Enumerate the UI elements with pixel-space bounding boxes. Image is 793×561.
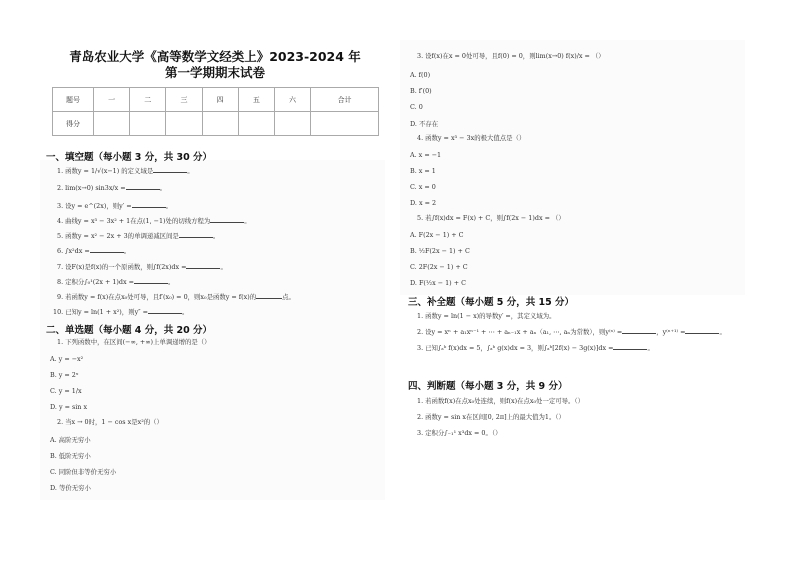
choice-option[interactable]: C. 同阶但非等价无穷小 (50, 468, 117, 476)
score-cell: 五 (238, 88, 274, 112)
fill-question-1: 1. 函数y = 1/√(x−1) 的定义域是 。 (57, 167, 194, 175)
answer-blank[interactable] (153, 166, 187, 173)
completion-question-2: 2. 设y = xⁿ + a₁xⁿ⁻¹ + ⋯ + aₙ₋₁x + aₙ（a₁, ⋯, aₙ为常数），则y⁽ⁿ⁾ = ，y⁽ⁿ⁺¹⁾ = 。 (417, 328, 726, 336)
choice-question-1-stem: 1. 下列函数中，在区间(−∞, +∞)上单调递增的是（） (57, 338, 211, 346)
fill-question-7: 7. 设F(x)是f(x)的一个原函数，则∫f(2x)dx = 。 (57, 263, 227, 271)
answer-blank[interactable] (186, 262, 220, 269)
section-heading-completion: 三、补全题（每小题 5 分，共 15 分） (408, 297, 575, 308)
score-table (52, 87, 379, 136)
score-cell: 二 (130, 88, 166, 112)
score-cell: 合计 (311, 88, 379, 112)
fill-question-6: 6. ∫x²dx = 。 (57, 247, 131, 255)
choice-option[interactable]: B. x = 1 (410, 167, 436, 175)
score-cell: 六 (274, 88, 310, 112)
choice-option[interactable]: B. f′(0) (410, 87, 432, 95)
exam-title-line2: 第一学期期末试卷 (164, 65, 265, 80)
answer-blank[interactable] (132, 201, 166, 208)
answer-blank[interactable] (148, 307, 182, 314)
choice-option[interactable]: B. ½F(2x − 1) + C (410, 247, 470, 255)
score-cell: 四 (202, 88, 238, 112)
score-input-cell[interactable] (274, 112, 310, 136)
true-false-question-3: 3. 定积分∫₋₁¹ x³dx = 0。（） (417, 429, 502, 437)
choice-option[interactable]: D. y = sin x (50, 403, 88, 411)
choice-question-4-stem: 4. 函数y = x³ − 3x的极大值点是（） (417, 134, 526, 142)
score-input-cell[interactable] (238, 112, 274, 136)
answer-blank[interactable] (613, 343, 647, 350)
true-false-question-2: 2. 函数y = sin x在区间[0, 2π]上的最大值为1。（） (417, 413, 565, 421)
section-heading-fill-blank: 一、填空题（每小题 3 分，共 30 分） (46, 152, 213, 163)
answer-blank[interactable] (256, 292, 282, 299)
choice-option[interactable]: A. y = −x² (50, 355, 84, 363)
choice-option[interactable]: C. 2F(2x − 1) + C (410, 263, 468, 271)
answer-blank[interactable] (126, 183, 160, 190)
score-cell: 题号 (53, 88, 94, 112)
choice-option[interactable]: C. y = 1/x (50, 387, 82, 395)
score-input-cell[interactable] (130, 112, 166, 136)
choice-option[interactable]: D. 等价无穷小 (50, 484, 91, 492)
true-false-question-1: 1. 若函数f(x)在点x₀处连续，则f(x)在点x₀处一定可导。（） (417, 397, 584, 405)
answer-blank[interactable] (90, 246, 124, 253)
section-heading-true-false: 四、判断题（每小题 3 分，共 9 分） (408, 381, 568, 392)
score-table-header-row (53, 88, 379, 112)
fill-question-4: 4. 曲线y = x³ − 3x² + 1在点(1, −1)处的切线方程为 。 (57, 217, 251, 225)
choice-option[interactable]: B. 低阶无穷小 (50, 452, 91, 460)
fill-question-8: 8. 定积分∫₀¹(2x + 1)dx = 。 (57, 278, 175, 286)
right-column-shade (400, 40, 745, 295)
fill-question-10: 10. 已知y = ln(1 + x²)，则y″ = 。 (53, 308, 189, 316)
choice-option[interactable]: A. 高阶无穷小 (50, 436, 91, 444)
section-heading-single-choice: 二、单选题（每小题 4 分，共 20 分） (46, 325, 213, 336)
completion-question-3: 3. 已知∫ₐᵇ f(x)dx = 5，∫ₐᵇ g(x)dx = 3，则∫ₐᵇ[2f(x) − 3g(x)]dx = 。 (417, 344, 654, 352)
completion-question-1: 1. 函数y = ln(1 − x)的导数y′ =，其定义域为。 (417, 312, 556, 320)
exam-title-line1: 青岛农业大学《高等数学文经类上》2023-2024 年 (69, 49, 361, 64)
answer-blank[interactable] (179, 231, 213, 238)
fill-question-3: 3. 设y = e^(2x)，则y′ = 。 (57, 202, 172, 210)
choice-option[interactable]: D. F(½x − 1) + C (410, 279, 466, 287)
fill-question-2: 2. lim(x→0) sin3x/x = 。 (57, 184, 166, 192)
choice-question-3-stem: 3. 设f(x)在x = 0处可导，且f(0) = 0，则lim(x→0) f(x)/x = （） (417, 52, 605, 60)
score-input-cell[interactable] (166, 112, 202, 136)
score-cell: 三 (166, 88, 202, 112)
choice-option[interactable]: A. x = −1 (410, 151, 442, 159)
choice-option[interactable]: C. x = 0 (410, 183, 436, 191)
score-input-cell[interactable] (311, 112, 379, 136)
score-cell: 得分 (53, 112, 94, 136)
fill-question-9: 9. 若函数y = f(x)在点x₀处可导，且f′(x₀) = 0，则x₀是函数y = f(x)的 点。 (57, 293, 295, 301)
choice-option[interactable]: A. F(2x − 1) + C (410, 231, 464, 239)
choice-option[interactable]: B. y = 2ˣ (50, 371, 79, 379)
answer-blank[interactable] (685, 327, 719, 334)
score-cell: 一 (94, 88, 130, 112)
score-input-cell[interactable] (94, 112, 130, 136)
choice-question-2-stem: 2. 当x → 0时，1 − cos x是x²的（） (57, 418, 163, 426)
answer-blank[interactable] (622, 327, 656, 334)
choice-option[interactable]: A. f(0) (410, 71, 431, 79)
choice-option[interactable]: D. 不存在 (410, 120, 439, 128)
fill-question-5: 5. 函数y = x² − 2x + 3的单调递减区间是 。 (57, 232, 220, 240)
answer-blank[interactable] (210, 216, 244, 223)
choice-option[interactable]: C. 0 (410, 103, 423, 111)
score-table-score-row (53, 112, 379, 136)
score-input-cell[interactable] (202, 112, 238, 136)
choice-option[interactable]: D. x = 2 (410, 199, 437, 207)
choice-question-5-stem: 5. 若∫f(x)dx = F(x) + C，则∫f(2x − 1)dx = （） (417, 214, 565, 222)
answer-blank[interactable] (134, 277, 168, 284)
